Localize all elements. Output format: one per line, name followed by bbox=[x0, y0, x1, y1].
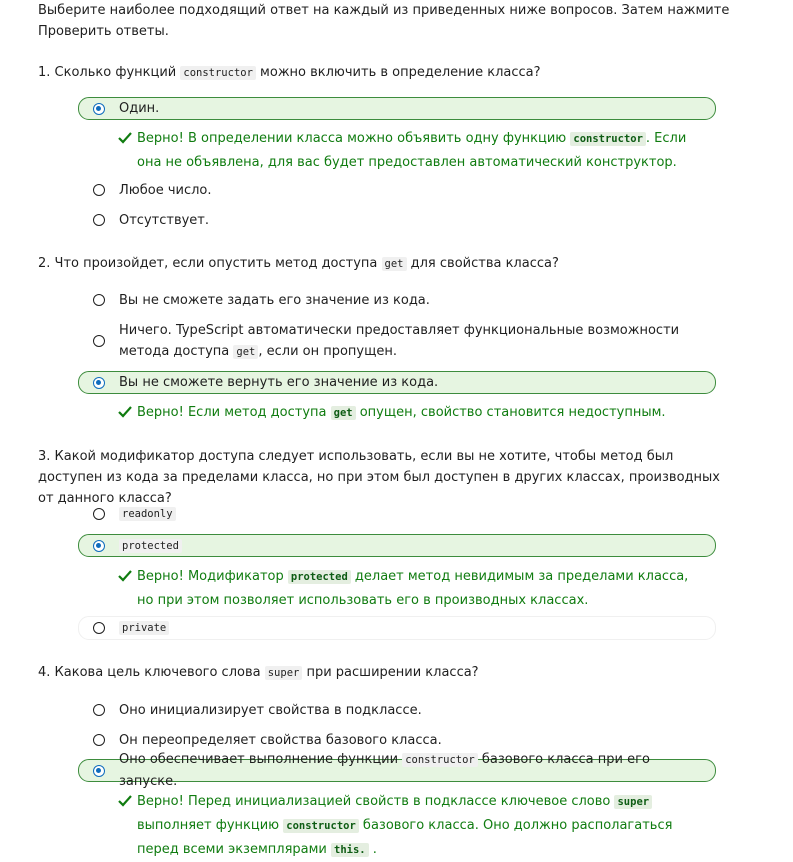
radio-icon[interactable] bbox=[93, 704, 105, 716]
question-3: 3. Какой модификатор доступа следует использовать, если вы не хотите, чтобы метод был доступен из кода за пределами класса, но при этом был доступен в других классах, производных от данного класса? bbox=[38, 449, 720, 506]
q1-feedback: Верно! В определении класса можно объявить одну функцию constructor . Если она не объявлена, для вас будет предоставлен автоматический конструктор. bbox=[118, 127, 708, 174]
radio-selected-icon[interactable] bbox=[93, 377, 105, 389]
instructions-text: Выберите наиболее подходящий ответ на каждый из приведенных ниже вопросов. Затем нажмите Проверить ответы. bbox=[38, 3, 730, 39]
checkmark-icon bbox=[118, 570, 132, 582]
question-4: 4. Какова цель ключевого слова super при расширении класса? bbox=[38, 665, 479, 680]
radio-icon[interactable] bbox=[93, 214, 105, 226]
q3-option-readonly[interactable]: readonly bbox=[78, 503, 716, 525]
question-1: 1. Сколько функций constructor можно включить в определение класса? bbox=[38, 65, 541, 80]
inline-code: get bbox=[382, 257, 407, 271]
checkmark-icon bbox=[118, 132, 132, 144]
q1-option-one[interactable]: Один. bbox=[78, 97, 716, 120]
question-2: 2. Что произойдет, если опустить метод доступа get для свойства класса? bbox=[38, 256, 559, 271]
radio-icon[interactable] bbox=[93, 508, 105, 520]
q2-feedback: Верно! Если метод доступа get опущен, свойство становится недоступным. bbox=[118, 401, 708, 425]
radio-selected-icon[interactable] bbox=[93, 540, 105, 552]
radio-icon[interactable] bbox=[93, 622, 105, 634]
q3-option-protected[interactable]: protected bbox=[78, 534, 716, 557]
q3-feedback: Верно! Модификатор protected делает метод невидимым за пределами класса, но при этом позволяет использовать его в производных классах. bbox=[118, 565, 708, 612]
radio-icon[interactable] bbox=[93, 335, 105, 347]
radio-icon[interactable] bbox=[93, 184, 105, 196]
q4-option-override[interactable]: Он переопределяет свойства базового класса. bbox=[78, 729, 716, 751]
q4-option-constructor[interactable]: Оно обеспечивает выполнение функции constructor базового класса при его запуске. bbox=[78, 759, 716, 782]
radio-icon[interactable] bbox=[93, 734, 105, 746]
q4-feedback: Верно! Перед инициализацией свойств в подклассе ключевое слово super выполняет функцию constructor базового класса. Оно должно располагаться перед всеми экземплярами this. . bbox=[118, 790, 708, 862]
q2-option-nothing[interactable]: Ничего. TypeScript автоматически предоставляет функциональные возможности метода доступа get , если он пропущен. bbox=[78, 319, 716, 363]
q3-option-private[interactable]: private bbox=[78, 616, 716, 640]
checkmark-icon bbox=[118, 795, 132, 807]
radio-icon[interactable] bbox=[93, 294, 105, 306]
q1-option-any[interactable]: Любое число. bbox=[78, 179, 716, 201]
radio-selected-icon[interactable] bbox=[93, 765, 105, 777]
q1-option-none[interactable]: Отсутствует. bbox=[78, 209, 716, 231]
radio-selected-icon[interactable] bbox=[93, 103, 105, 115]
q2-option-cant-get[interactable]: Вы не сможете вернуть его значение из кода. bbox=[78, 371, 716, 394]
checkmark-icon bbox=[118, 406, 132, 418]
q4-option-init-props[interactable]: Оно инициализирует свойства в подклассе. bbox=[78, 699, 716, 721]
inline-code: constructor bbox=[180, 66, 256, 80]
inline-code: super bbox=[265, 666, 303, 680]
q2-option-cant-set[interactable]: Вы не сможете задать его значение из кода. bbox=[78, 289, 716, 311]
